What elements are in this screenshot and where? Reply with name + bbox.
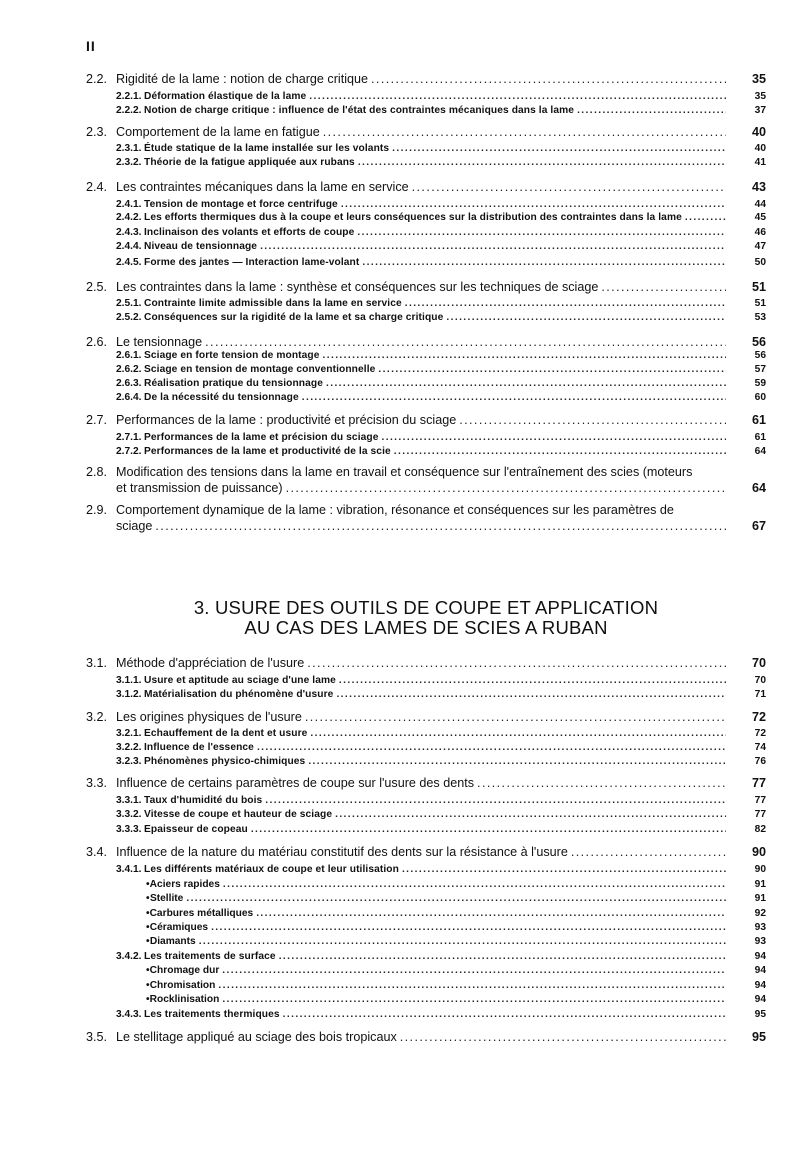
toc-subsection-entry [86,364,766,375]
toc-entry-title: Méthode d'appréciation de l'usure [116,656,305,670]
toc-entry-title: Aciers rapides [149,879,220,890]
toc-entry-title: Performances de la lame : productivité et précision du sciage [116,413,457,427]
toc-entry-title: Conséquences sur la rigidité de la lame et sa charge critique [144,312,444,323]
toc-entry-title-continued: sciage [116,519,153,533]
toc-entry-number: 3.4.2. [116,951,142,962]
toc-entry-number: 2.5. [86,280,108,294]
toc-entry-title: Niveau de tensionnage [144,241,258,252]
toc-subsection-entry [86,728,766,739]
toc-entry-page: 47 [754,241,766,252]
toc-entry-page: 53 [754,312,766,323]
toc-entry-page: 74 [754,742,766,753]
dot-leader [222,965,726,976]
toc-subsection-entry [86,143,766,154]
toc-entry-page: 90 [754,864,766,875]
toc-section-entry [86,656,766,670]
toc-entry-page: 60 [754,392,766,403]
toc-entry-number: 2.3. [86,125,108,139]
toc-entry-page: 59 [754,378,766,389]
toc-subsection-entry [86,742,766,753]
toc-entry-number: 2.2.1. [116,91,142,102]
toc-section-entry-multiline [86,465,766,495]
dot-leader [323,350,727,361]
toc-subsection-entry [86,350,766,361]
toc-entry-page: 35 [751,72,766,86]
toc-entry-title: Carbures métalliques [149,908,254,919]
toc-section-entry [86,280,766,294]
dot-leader [251,824,726,835]
toc-entry-page: 35 [754,91,766,102]
toc-entry-number: 3.5. [86,1030,108,1044]
toc-entry-title: Tension de montage et force centrifuge [144,199,338,210]
toc-subsection-entry [86,392,766,403]
dot-leader [199,936,726,947]
dot-leader [326,378,726,389]
dot-leader [400,1030,726,1044]
toc-entry-title: Rocklinisation [149,994,220,1005]
dot-leader [577,105,726,116]
toc-entry-number: 2.4.1. [116,199,142,210]
toc-entry-page: 41 [754,157,766,168]
dot-leader [477,776,726,790]
toc-entry-title: Usure et aptitude au sciage d'une lame [144,675,336,686]
dot-leader [405,298,726,309]
toc-subsection-entry [86,809,766,820]
toc-entry-number: 2.2.2. [116,105,142,116]
toc-entry-line-2 [86,519,766,533]
toc-entry-number: 3.3. [86,776,108,790]
toc-entry-page: 94 [754,994,766,1005]
dot-leader [211,922,726,933]
toc-entry-title: Inclinaison des volants et efforts de coupe [144,227,355,238]
toc-entry-number: 2.3.2. [116,157,142,168]
toc-entry-number: 3.1.1. [116,675,142,686]
toc-entry-page: 95 [751,1030,766,1044]
toc-section-entry-multiline [86,503,766,533]
toc-entry-title: Le stellitage appliqué au sciage des bois tropicaux [116,1030,397,1044]
toc-section-entry [86,776,766,790]
toc-entry-title: Influence de la nature du matériau constitutif des dents sur la résistance à l'usure [116,845,568,859]
dot-leader [286,481,726,495]
toc-entry-title: Contrainte limite admissible dans la lame en service [144,298,402,309]
dot-leader [571,845,726,859]
bullet-icon: • [146,965,150,976]
page-number: II [86,38,96,54]
dot-leader [412,180,726,194]
toc-subsection-entry [86,795,766,806]
toc-entry-title: Influence de l'essence [144,742,254,753]
dot-leader [402,864,726,875]
toc-subsection-entry [86,105,766,116]
toc-subsection-entry [86,91,766,102]
toc-entry-title: Comportement de la lame en fatigue [116,125,320,139]
toc-entry-number: 3.2.1. [116,728,142,739]
toc-subsection-entry [86,951,766,962]
dot-leader [186,893,726,904]
toc-entry-title: Comportement dynamique de la lame : vibration, résonance et conséquences sur les paramètres de [116,503,674,517]
toc-entry-page: 93 [754,922,766,933]
toc-entry-title: Vitesse de coupe et hauteur de sciage [144,809,333,820]
toc-entry-number: 2.7.2. [116,446,142,457]
toc-entry-title: Céramiques [149,922,209,933]
dot-leader [362,257,726,268]
toc-entry-title: Réalisation pratique du tensionnage [144,378,323,389]
chapter-3-heading [86,598,766,638]
toc-entry-title: Forme des jantes — Interaction lame-volant [144,257,360,268]
toc-subsection-entry [86,432,766,443]
toc-entry-page: 90 [751,845,766,859]
toc-entry-page: 94 [754,965,766,976]
toc-entry-page: 56 [754,350,766,361]
toc-entry-page: 51 [754,298,766,309]
bullet-icon: • [146,908,150,919]
dot-leader [222,994,726,1005]
toc-section-entry [86,72,766,86]
toc-entry-page: 70 [754,675,766,686]
chapter-heading-line-1: 3. USURE DES OUTILS DE COUPE ET APPLICATION [193,597,659,618]
dot-leader [358,157,726,168]
toc-entry-number: 2.5.2. [116,312,142,323]
toc-entry-title: Les contraintes mécaniques dans la lame en service [116,180,409,194]
dot-leader [381,432,726,443]
dot-leader [223,879,726,890]
toc-subsection-entry [86,199,766,210]
toc-entry-number: 3.3.2. [116,809,142,820]
toc-entry-page: 61 [754,432,766,443]
toc-entry-number: 2.6.4. [116,392,142,403]
dot-leader [307,656,726,670]
dot-leader [394,446,726,457]
dot-leader [446,312,726,323]
dot-leader [205,335,726,349]
toc-section-entry [86,710,766,724]
toc-entry-page: 57 [754,364,766,375]
toc-section-entry [86,180,766,194]
toc-entry-number: 2.4. [86,180,108,194]
dot-leader [336,689,726,700]
toc-entry-title: Les différents matériaux de coupe et leur utilisation [144,864,399,875]
toc-subsection-entry [86,227,766,238]
toc-entry-number: 3.1. [86,656,108,670]
dot-leader [357,227,726,238]
toc-subsection-entry [86,378,766,389]
dot-leader [257,742,726,753]
dot-leader [459,413,726,427]
toc-section-entry [86,413,766,427]
toc-entry-number: 3.2.3. [116,756,142,767]
toc-entry-page: 50 [754,257,766,268]
bullet-icon: • [146,936,150,947]
toc-entry-title: Les traitements thermiques [144,1009,280,1020]
toc-section-entry [86,845,766,859]
toc-entry-number: 2.2. [86,72,108,86]
toc-entry-title: Performances de la lame et productivité de la scie [144,446,391,457]
toc-entry-number: 2.6.1. [116,350,142,361]
bullet-icon: • [146,893,150,904]
toc-entry-number: 2.4.3. [116,227,142,238]
toc-entry-page: 95 [754,1009,766,1020]
toc-entry-page: 94 [754,980,766,991]
toc-entry-page: 44 [754,199,766,210]
toc-bullet-entry [86,965,766,976]
toc-subsection-entry [86,212,766,223]
dot-leader [685,212,726,223]
toc-bullet-entry [86,922,766,933]
toc-entry-page: 70 [751,656,766,670]
toc-entry-title: Notion de charge critique : influence de l'état des contraintes mécaniques dans la lame [144,105,575,116]
toc-entry-title: Stellite [149,893,184,904]
toc-entry-page: 93 [754,936,766,947]
dot-leader [308,756,726,767]
toc-entry-number: 3.4.3. [116,1009,142,1020]
toc-entry-title: Les contraintes dans la lame : synthèse et conséquences sur les techniques de sciage [116,280,599,294]
toc-entry-page: 72 [754,728,766,739]
toc-subsection-entry [86,446,766,457]
toc-entry-title: Diamants [149,936,196,947]
toc-entry-title: De la nécessité du tensionnage [144,392,299,403]
toc-subsection-entry [86,756,766,767]
toc-entry-page: 37 [754,105,766,116]
toc-subsection-entry [86,689,766,700]
toc-entry-page: 64 [754,446,766,457]
toc-entry-number: 3.4.1. [116,864,142,875]
dot-leader [392,143,726,154]
toc-entry-page: 61 [751,413,766,427]
toc-entry-title: Sciage en tension de montage conventionnelle [144,364,376,375]
toc-entry-page: 82 [754,824,766,835]
toc-entry-number: 3.4. [86,845,108,859]
toc-entry-number: 2.6.2. [116,364,142,375]
toc-bullet-entry [86,936,766,947]
toc-entry-page: 77 [751,776,766,790]
toc-entry-number: 2.4.2. [116,212,142,223]
toc-entry-page: 92 [754,908,766,919]
toc-entry-number: 2.9. [86,503,108,517]
toc-subsection-entry [86,675,766,686]
toc-entry-page: 91 [754,893,766,904]
toc-bullet-entry [86,980,766,991]
toc-entry-number: 2.8. [86,465,108,479]
toc-entry-title: Sciage en forte tension de montage [144,350,320,361]
toc-entry-title-continued: et transmission de puissance) [116,481,283,495]
toc-subsection-entry [86,157,766,168]
toc-entry-number: 2.4.5. [116,257,142,268]
toc-entry-title: Les efforts thermiques dus à la coupe et leurs conséquences sur la distribution des contraintes dans la lame [144,212,682,223]
toc-bullet-entry [86,879,766,890]
toc-entry-line-1 [86,503,766,517]
dot-leader [323,125,726,139]
toc-subsection-entry [86,257,766,268]
toc-entry-page: 77 [754,795,766,806]
toc-entry-number: 3.1.2. [116,689,142,700]
toc-entry-number: 2.7. [86,413,108,427]
toc-bullet-entry [86,893,766,904]
toc-bullet-entry [86,994,766,1005]
toc-section-entry [86,335,766,349]
toc-entry-title: Chromisation [149,980,216,991]
bullet-icon: • [146,879,150,890]
dot-leader [309,91,726,102]
toc-subsection-entry [86,824,766,835]
toc-entry-number: 2.6.3. [116,378,142,389]
toc-entry-title: Matérialisation du phénomène d'usure [144,689,334,700]
toc-entry-number: 3.3.1. [116,795,142,806]
toc-entry-page: 72 [751,710,766,724]
dot-leader [335,809,726,820]
toc-entry-title: Epaisseur de copeau [144,824,248,835]
toc-entry-number: 3.3.3. [116,824,142,835]
dot-leader [601,280,726,294]
toc-entry-title: Phénomènes physico-chimiques [144,756,306,767]
toc-entry-page: 94 [754,951,766,962]
toc-entry-page: 76 [754,756,766,767]
dot-leader [260,241,726,252]
toc-entry-number: 2.7.1. [116,432,142,443]
dot-leader [155,519,726,533]
bullet-icon: • [146,922,150,933]
toc-entry-page: 40 [754,143,766,154]
dot-leader [302,392,726,403]
toc-entry-page: 46 [754,227,766,238]
toc-entry-page: 45 [754,212,766,223]
toc-subsection-entry [86,1009,766,1020]
toc-entry-title: Déformation élastique de la lame [144,91,307,102]
dot-leader [378,364,726,375]
toc-entry-number: 2.3.1. [116,143,142,154]
toc-entry-page: 64 [751,481,766,495]
dot-leader [305,710,726,724]
dot-leader [265,795,726,806]
dot-leader [310,728,726,739]
dot-leader [256,908,726,919]
toc-entry-title: Modification des tensions dans la lame en travail et conséquence sur l'entraînement des scies (moteurs [116,465,693,479]
bullet-icon: • [146,980,150,991]
toc-subsection-entry [86,298,766,309]
toc-entry-title: Influence de certains paramètres de coupe sur l'usure des dents [116,776,475,790]
toc-entry-page: 43 [751,180,766,194]
toc-subsection-entry [86,312,766,323]
toc-entry-page: 67 [751,519,766,533]
dot-leader [371,72,726,86]
toc-entry-title: Rigidité de la lame : notion de charge critique [116,72,369,86]
toc-entry-page: 40 [751,125,766,139]
toc-entry-title: Les traitements de surface [144,951,276,962]
dot-leader [218,980,726,991]
toc-entry-line-1 [86,465,766,479]
toc-subsection-entry [86,241,766,252]
toc-section-entry [86,125,766,139]
toc-bullet-entry [86,908,766,919]
dot-leader [341,199,726,210]
toc-entry-number: 2.5.1. [116,298,142,309]
dot-leader [283,1009,726,1020]
toc-entry-title: Echauffement de la dent et usure [144,728,308,739]
toc-entry-line-2 [86,481,766,495]
toc-entry-number: 3.2.2. [116,742,142,753]
toc-entry-number: 3.2. [86,710,108,724]
dot-leader [339,675,726,686]
toc-entry-title: Le tensionnage [116,335,203,349]
dot-leader [279,951,726,962]
toc-entry-title: Théorie de la fatigue appliquée aux rubans [144,157,355,168]
toc-entry-title: Taux d'humidité du bois [144,795,263,806]
toc-entry-title: Performances de la lame et précision du sciage [144,432,379,443]
toc-entry-number: 2.4.4. [116,241,142,252]
toc-entry-number: 2.6. [86,335,108,349]
toc-entry-title: Chromage dur [149,965,220,976]
toc-subsection-entry [86,864,766,875]
toc-entry-title: Étude statique de la lame installée sur les volants [144,143,390,154]
chapter-heading-line-2: AU CAS DES LAMES DE SCIES A RUBAN [244,617,608,638]
toc-entry-page: 56 [751,335,766,349]
toc-section-entry [86,1030,766,1044]
toc-entry-page: 51 [751,280,766,294]
bullet-icon: • [146,994,150,1005]
toc-entry-title: Les origines physiques de l'usure [116,710,302,724]
toc-entry-page: 91 [754,879,766,890]
toc-entry-page: 77 [754,809,766,820]
toc-entry-page: 71 [754,689,766,700]
